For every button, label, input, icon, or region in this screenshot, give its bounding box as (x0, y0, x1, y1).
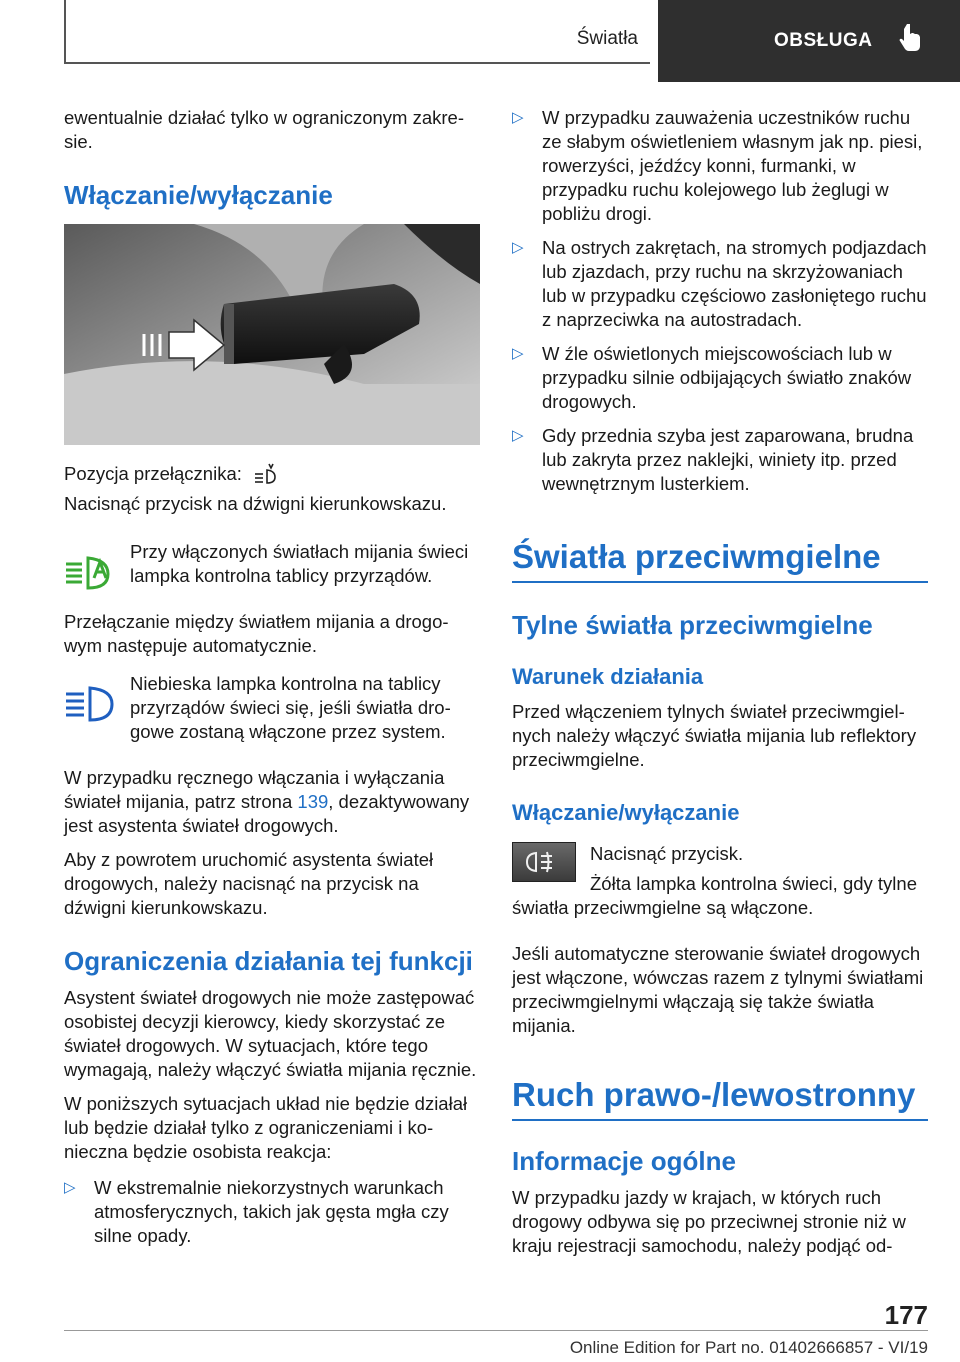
section-title: Światła (576, 28, 638, 49)
green-indicator-text: Przy włączonych światłach mijania świeci lampka kontrolna tablicy przyrządów. (130, 541, 469, 586)
footer-edition: Online Edition for Part no. 01402666857 - VI/19 (569, 1338, 928, 1357)
conditions-list (512, 106, 928, 496)
switching-text: Przełączanie między światłem mijania a drogowym następuje automatycznie. (64, 611, 449, 656)
intro-text: ewentualnie działać tylko w ograniczonym zakresie. (64, 107, 465, 152)
page-link-139[interactable]: 139 (297, 791, 329, 812)
high-beam-indicator-icon (64, 684, 116, 724)
page-number: 177 (884, 1300, 928, 1330)
limits-text-2: W poniższych sytuacjach układ nie będzie działał lub będzie działał tylko z ograniczeniami i konieczna będzie osobista reakcja: (64, 1093, 468, 1162)
heading-rear-fog: Tylne światła przeciwmgielne (512, 610, 873, 640)
stalk-lever-photo (64, 224, 480, 445)
triangle-bullet-icon: ▷ (512, 427, 524, 444)
list-item (512, 236, 928, 332)
hand-pointer-icon (898, 22, 924, 52)
chapter-tab[interactable] (658, 0, 960, 82)
heading-general: Informacje ogólne (512, 1146, 736, 1176)
bullet-text: W przypadku zauważenia uczestników ruchu ze słabym oświetleniem własnym jak np. piesi, rowerzyści, jeźdźcy konni, furmanki, w przypadku ruchu kolejowego lub żeglugi w pobliżu drogi. (542, 107, 923, 224)
heading-rule (512, 581, 928, 583)
bullet-text: W źle oświetlonych miejscowościach lub w przypadku silnie odbijających światło znaków drogowych. (542, 343, 912, 412)
list-item (64, 1176, 478, 1248)
header-divider (64, 0, 66, 64)
triangle-bullet-icon: ▷ (64, 1179, 76, 1196)
heading-rule (512, 1119, 928, 1121)
triangle-bullet-icon: ▷ (512, 239, 524, 256)
blue-indicator-text: Niebieska lampka kontrolna na tablicy przyrządów świeci się, jeśli światła drogowe zostaną włączone przez system. (130, 673, 451, 742)
triangle-bullet-icon: ▷ (512, 109, 524, 126)
restart-text: Aby z powrotem uruchomić asystenta świateł drogowych, należy nacisnąć na przycisk na dźwigni kierunkowskazu. (64, 849, 434, 918)
manual-text-a: W przypadku ręcznego włączania i wyłączania świateł mijania, patrz strona (64, 767, 445, 812)
press-button-text: Nacisnąć przycisk na dźwigni kierunkowskazu. (64, 493, 447, 514)
press-button-2: Nacisnąć przycisk. (590, 843, 744, 864)
limits-text-1: Asystent świateł drogowych nie może zastępować osobistej decyzji kierowcy, kiedy skorzystać ze świateł drogowych. W sytuacjach, które tego wymagają, należy włączyć światła mijania ręcznie. (64, 987, 477, 1080)
triangle-bullet-icon: ▷ (512, 345, 524, 362)
heading-limits: Ograniczenia działania tej funkcji (64, 946, 473, 976)
general-text: W przypadku jazdy w krajach, w których ruch drogowy odbywa się po przeciwnej stronie niż w kraju rejestracji samochodu, należy podjąć od- (512, 1187, 906, 1256)
list-item (512, 342, 928, 414)
heading-condition: Warunek działania (512, 664, 704, 689)
bullet-text: W ekstremalnie niekorzystnych warunkach atmosferycznych, takich jak gęsta mgła czy silne opady. (94, 1177, 449, 1246)
switch-position-text (64, 462, 279, 486)
manual-text-b: , dezaktywowany jest asystenta świateł drogowych. (64, 791, 470, 836)
auto-text: Jeśli automatyczne sterowanie świateł drogowych jest włączone, wówczas razem z tylnymi światłami przeciwmgielnymi włączają się także światła mijania. (512, 943, 924, 1036)
low-beam-indicator-icon (64, 552, 116, 592)
heading-traffic: Ruch prawo-/lewostronny (512, 1076, 916, 1113)
switch-position-label: Pozycja przełącznika: (64, 463, 242, 484)
heading-on-off: Włączanie/wyłączanie (64, 180, 333, 210)
header-underline (64, 62, 650, 64)
footer-rule (64, 1330, 928, 1331)
chapter-tab-label: OBSŁUGA (774, 30, 873, 51)
condition-text: Przed włączeniem tylnych świateł przeciwmgielnych należy włączyć światła mijania lub reflektory przeciwmgielne. (512, 701, 917, 770)
auto-high-beam-icon (253, 462, 279, 484)
heading-fog-lights: Światła przeciwmgielne (512, 538, 881, 575)
bullet-text: Na ostrych zakrętach, na stromych podjazdach lub zjazdach, przy ruchu na skrzyżowaniach lub w przypadku częściowo zasłoniętego ruchu z naprzeciwka na autostradach. (542, 237, 927, 330)
list-item (512, 424, 928, 496)
bullet-text: Gdy przednia szyba jest zaparowana, brudna lub zakryta przez naklejki, winiety itp. przed wewnętrznym lusterkiem. (542, 425, 914, 494)
heading-on-off-2: Włączanie/wyłączanie (512, 800, 740, 825)
manual-text (64, 766, 480, 838)
list-item (512, 106, 928, 226)
yellow-indicator-text: Żółta lampka kontrolna świeci, gdy tylne światła przeciwmgielne są włączone. (512, 873, 917, 918)
